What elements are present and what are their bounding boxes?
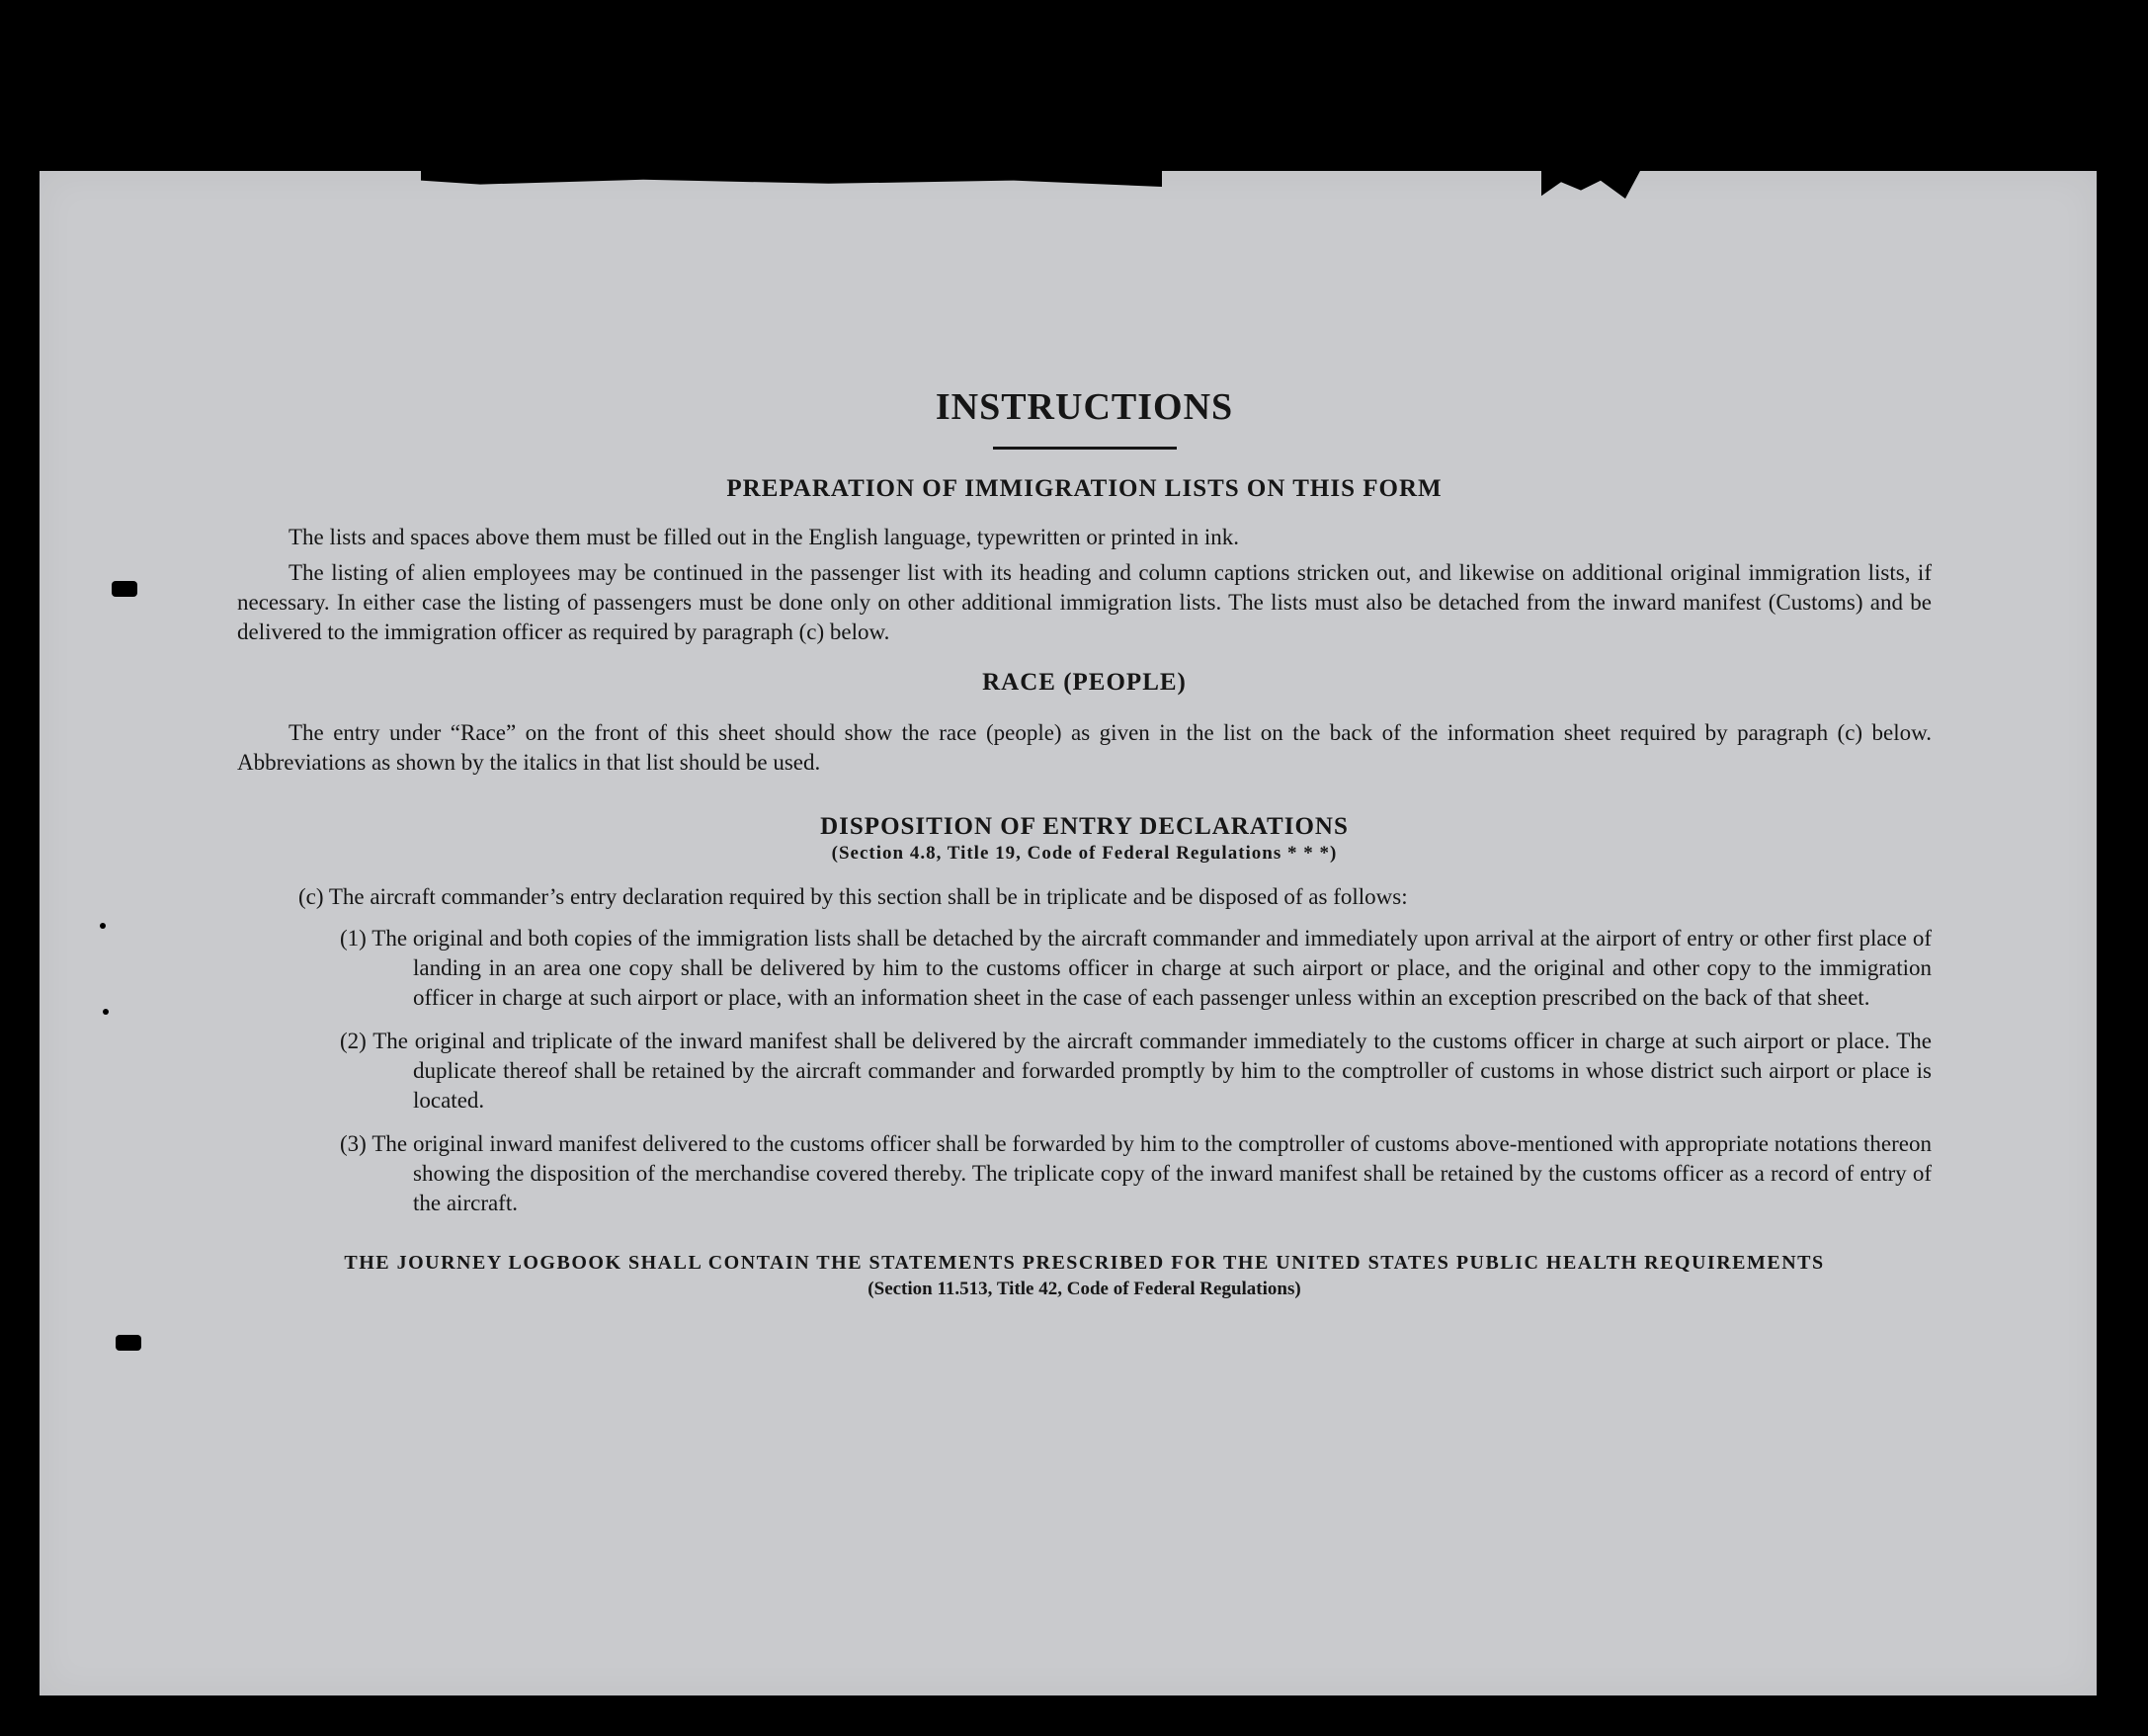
race-paragraph: The entry under “Race” on the front of this sheet should show the race (people) as given in the list on the back of the information sheet required by paragraph (c) below. Abbreviations as shown by the italics in that list should be used.: [237, 720, 1932, 775]
immigration-lists-heading: PREPARATION OF IMMIGRATION LISTS ON THIS FORM: [726, 475, 1443, 502]
item-number: (3): [340, 1131, 367, 1156]
paper-speck: [100, 923, 106, 929]
item-text: The original and triplicate of the inward manifest shall be delivered by the aircraft commander immediately to the customs officer in charge at such airport or place. The duplicate thereof shall be retained by the aircraft commander and forwarded promptly by him to the comptroller of customs in whose district such airport or place is located.: [372, 1029, 1932, 1113]
binder-hole-top: [112, 581, 137, 597]
document-title: INSTRUCTIONS: [935, 386, 1234, 428]
immigration-paragraph-1: The lists and spaces above them must be filled out in the English language, typewritten or printed in ink.: [289, 525, 1239, 549]
disposition-item-2: [340, 1027, 1932, 1116]
item-text: The original and both copies of the immigration lists shall be detached by the aircraft commander and immediately upon arrival at the airport of entry or other first place of landing in an area one copy shall be delivered by him to the customs officer in charge at such airport or place, and the original and other copy to the immigration officer in charge at such airport or place, with an information sheet in the case of each passenger unless within an exception prescribed on the back of that sheet.: [372, 926, 1932, 1010]
item-text: The original inward manifest delivered to the customs officer shall be forwarded by him to the comptroller of customs above-mentioned with appropriate notations thereon showing the disposition of the merchandise covered thereby. The triplicate copy of the inward manifest shall be retained by the customs officer as a record of entry of the aircraft.: [372, 1131, 1932, 1215]
instructions-content: [237, 385, 1932, 1300]
race-heading: RACE (PEOPLE): [982, 669, 1187, 696]
disposition-heading: DISPOSITION OF ENTRY DECLARATIONS: [820, 813, 1349, 840]
title-underline: [993, 447, 1177, 450]
logbook-statement: THE JOURNEY LOGBOOK SHALL CONTAIN THE STATEMENTS PRESCRIBED FOR THE UNITED STATES PUBLIC HEALTH REQUIREMENTS: [344, 1252, 1825, 1274]
disposition-item-3: [340, 1129, 1932, 1218]
binder-hole-bottom: [116, 1335, 141, 1351]
disposition-item-1: [340, 924, 1932, 1013]
item-number: (1): [340, 926, 367, 951]
item-number: (2): [340, 1029, 367, 1053]
logbook-citation: (Section 11.513, Title 42, Code of Federal Regulations): [867, 1279, 1301, 1299]
immigration-paragraph-2: The listing of alien employees may be continued in the passenger list with its heading and column captions stricken out, and likewise on additional original immigration lists, if necessary. In either case the listing of passengers must be done only on other additional immigration lists. The lists must also be detached from the inward manifest (Customs) and be delivered to the immigration officer as required by paragraph (c) below.: [237, 560, 1932, 644]
clause-c: (c) The aircraft commander’s entry declaration required by this section shall be in triplicate and be disposed of as follows:: [298, 884, 1408, 909]
disposition-citation: (Section 4.8, Title 19, Code of Federal Regulations * * *): [831, 843, 1338, 864]
paper-speck: [103, 1009, 109, 1015]
